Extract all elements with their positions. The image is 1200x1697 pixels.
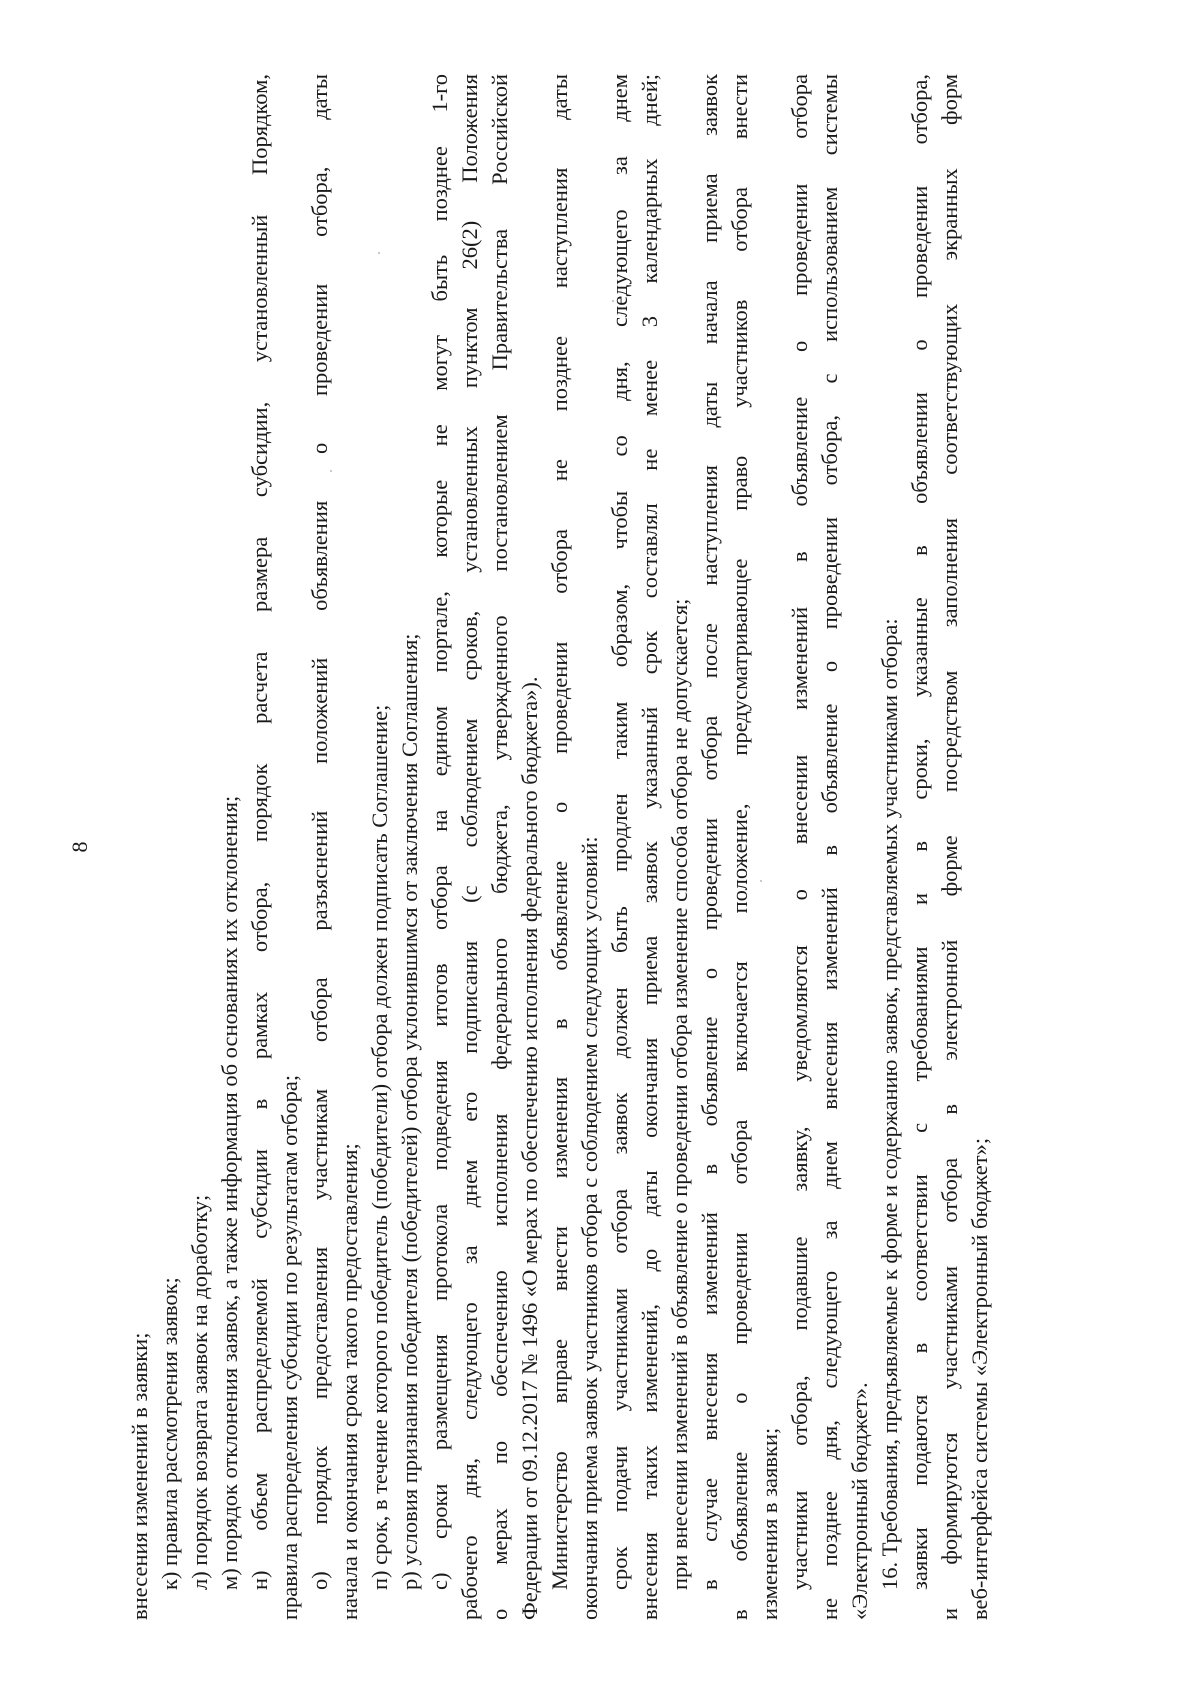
- rotated-text-block: [67, 74, 875, 1620]
- text-line: н) объем распределяемой субсидии в рамках отбора, порядок расчета размера субсидии, установленный Порядком,: [247, 74, 272, 1590]
- text-line: начала и окончания срока такого предоставления;: [337, 1143, 362, 1620]
- text-line: Федерации от 09.12.2017 № 1496 «О мерах по обеспечению исполнения федерального бюджета»).: [517, 676, 542, 1620]
- text-line: не позднее дня, следующего за днем внесения изменений в объявление о проведении отбора, с использованием системы: [817, 74, 842, 1620]
- text-line: в случае внесения изменений в объявление о проведении отбора после наступления даты начала приема заявок: [697, 74, 722, 1590]
- text-line: веб-интерфейса системы «Электронный бюджет»;: [967, 1137, 992, 1620]
- text-line: «Электронный бюджет».: [847, 1382, 872, 1620]
- text-line: внесения изменений в заявки;: [127, 1332, 152, 1620]
- text-line: м) порядок отклонения заявок, а также информация об основаниях их отклонения;: [217, 795, 242, 1590]
- text-line: срок подачи участниками отбора заявок должен быть продлен таким образом, чтобы со дня, следующего за днем: [607, 74, 632, 1590]
- text-line: 16. Требования, предъявляемые к форме и содержанию заявок, представляемых участниками отбора:: [877, 618, 902, 1590]
- page-number: 8: [67, 841, 92, 853]
- text-line: правила распределения субсидии по результатам отбора;: [277, 1074, 302, 1620]
- text-line: окончания приема заявок участников отбора с соблюдением следующих условий:: [577, 836, 602, 1620]
- text-line: п) срок, в течение которого победитель (победители) отбора должен подписать Соглашение;: [367, 704, 392, 1590]
- text-line: рабочего дня, следующего за днем его подписания (с соблюдением сроков, установленных пунктом 26(2) Положения: [457, 74, 482, 1620]
- text-line: Министерство вправе внести изменения в объявление о проведении отбора не позднее наступления даты: [547, 74, 572, 1590]
- text-line: к) правила рассмотрения заявок;: [157, 1277, 182, 1590]
- text-line: р) условия признания победителя (победителей) отбора уклонившимся от заключения Соглашения;: [397, 633, 422, 1590]
- text-line: при внесении изменений в объявление о проведении отбора изменение способа отбора не допускается;: [667, 598, 692, 1590]
- text-line: о мерах по обеспечению исполнения федерального бюджета, утвержденного постановлением Правительства Российской: [487, 74, 512, 1620]
- text-line: в объявление о проведении отбора включается положение, предусматривающее право участников отбора внести: [727, 74, 752, 1620]
- text-line: о) порядок предоставления участникам отбора разъяснений положений объявления о проведении отбора, даты: [307, 74, 332, 1590]
- rotated-text-block-continued: [875, 74, 1200, 1620]
- text-line: изменения в заявки;: [757, 1427, 782, 1620]
- text-line: и формируются участниками отбора в электронной форме посредством заполнения соответствующих экранных форм: [937, 74, 962, 1620]
- text-line: с) сроки размещения протокола подведения итогов отбора на едином портале, которые не могут быть позднее 1-го: [427, 74, 452, 1590]
- text-line: заявки подаются в соответствии с требованиями и в сроки, указанные в объявлении о проведении отбора,: [907, 74, 932, 1590]
- text-line: л) порядок возврата заявок на доработку;: [187, 1194, 212, 1590]
- text-line: внесения таких изменений, до даты окончания приема заявок указанный срок составлял не менее 3 календарных дней;: [637, 74, 662, 1620]
- text-line: участники отбора, подавшие заявку, уведомляются о внесении изменений в объявление о проведении отбора: [787, 74, 812, 1590]
